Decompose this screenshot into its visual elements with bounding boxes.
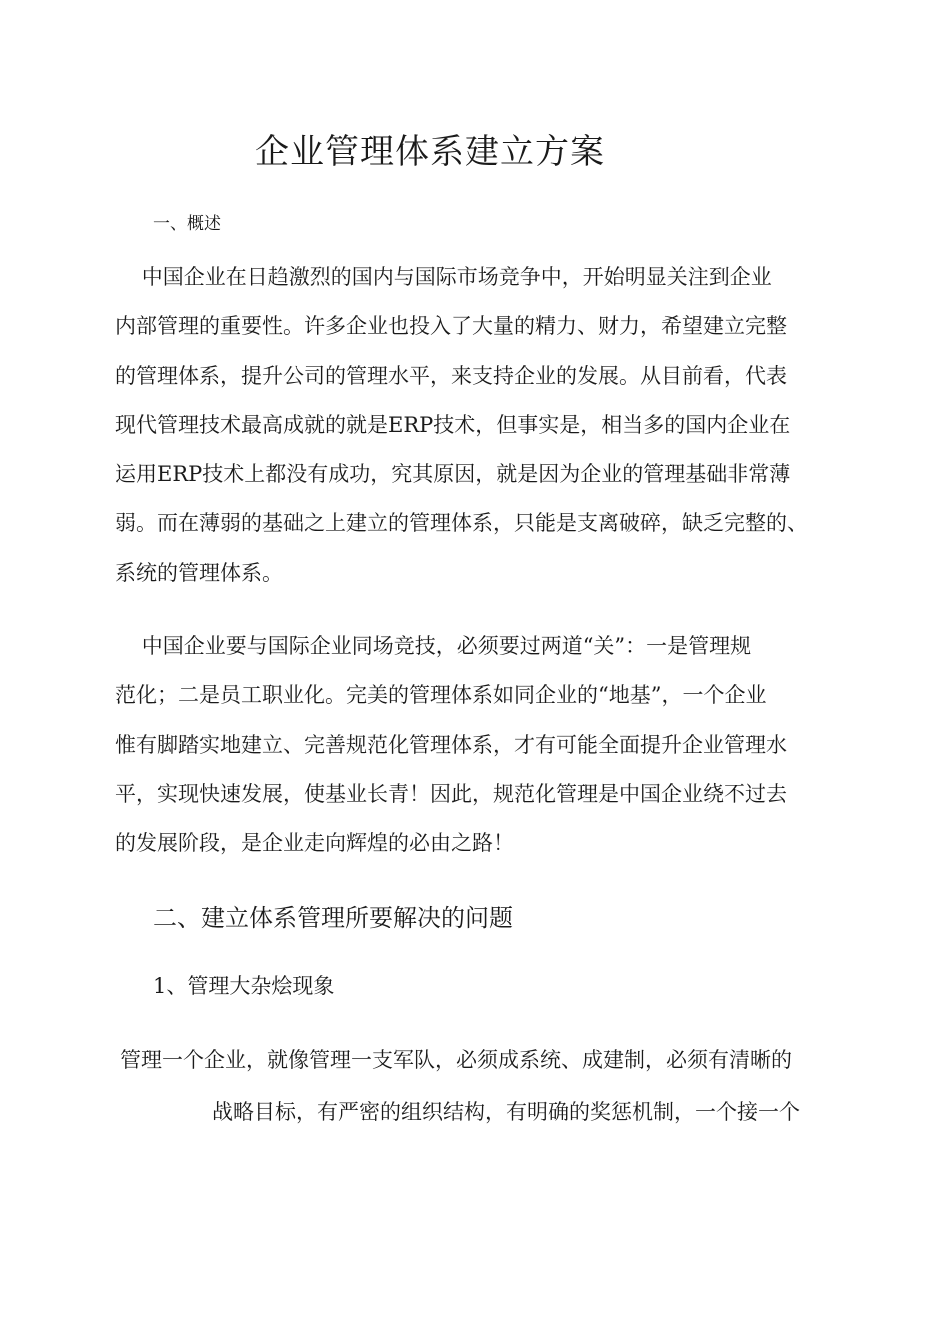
overview-paragraph-2: [115, 622, 845, 868]
paragraph-line: 的发展阶段，是企业走向辉煌的必由之路！: [115, 831, 514, 856]
subsection-paragraph-line: 管理一个企业，就像管理一支军队，必须成系统、成建制，必须有清晰的: [120, 1048, 792, 1072]
paragraph-line: 内部管理的重要性。许多企业也投入了大量的精力、财力，希望建立完整: [115, 314, 787, 339]
paragraph-line: 惟有脚踏实地建立、完善规范化管理体系，才有可能全面提升企业管理水: [115, 732, 787, 757]
overview-paragraph-1: [115, 253, 845, 598]
paragraph-line: 现代管理技术最高成就的就是ERP技术，但事实是，相当多的国内企业在: [115, 412, 791, 437]
paragraph-line: 系统的管理体系。: [115, 560, 283, 585]
paragraph-line: 平，实现快速发展，使基业长青！因此，规范化管理是中国企业绕不过去: [115, 781, 787, 806]
subsection1-heading: 1、管理大杂烩现象: [153, 974, 335, 998]
section2-heading: 二、建立体系管理所要解决的问题: [153, 904, 513, 932]
document-title: 企业管理体系建立方案: [255, 132, 605, 172]
paragraph-line: 中国企业要与国际企业同场竞技，必须要过两道“关”：一是管理规: [115, 634, 752, 658]
paragraph-line: 的管理体系，提升公司的管理水平，来支持企业的发展。从目前看，代表: [115, 363, 787, 388]
paragraph-line: 范化；二是员工职业化。完美的管理体系如同企业的“地基”，一个企业: [115, 683, 767, 708]
paragraph-line: 弱。而在薄弱的基础之上建立的管理体系，只能是支离破碎，缺乏完整的、: [115, 511, 808, 536]
paragraph-line: 运用ERP技术上都没有成功，究其原因，就是因为企业的管理基础非常薄: [115, 462, 791, 487]
paragraph-line: 中国企业在日趋激烈的国内与国际市场竞争中，开始明显关注到企业: [115, 265, 772, 289]
subsection-paragraph-line: 战略目标，有严密的组织结构，有明确的奖惩机制，一个接一个: [212, 1100, 800, 1124]
section1-heading: 一、概述: [153, 214, 221, 234]
